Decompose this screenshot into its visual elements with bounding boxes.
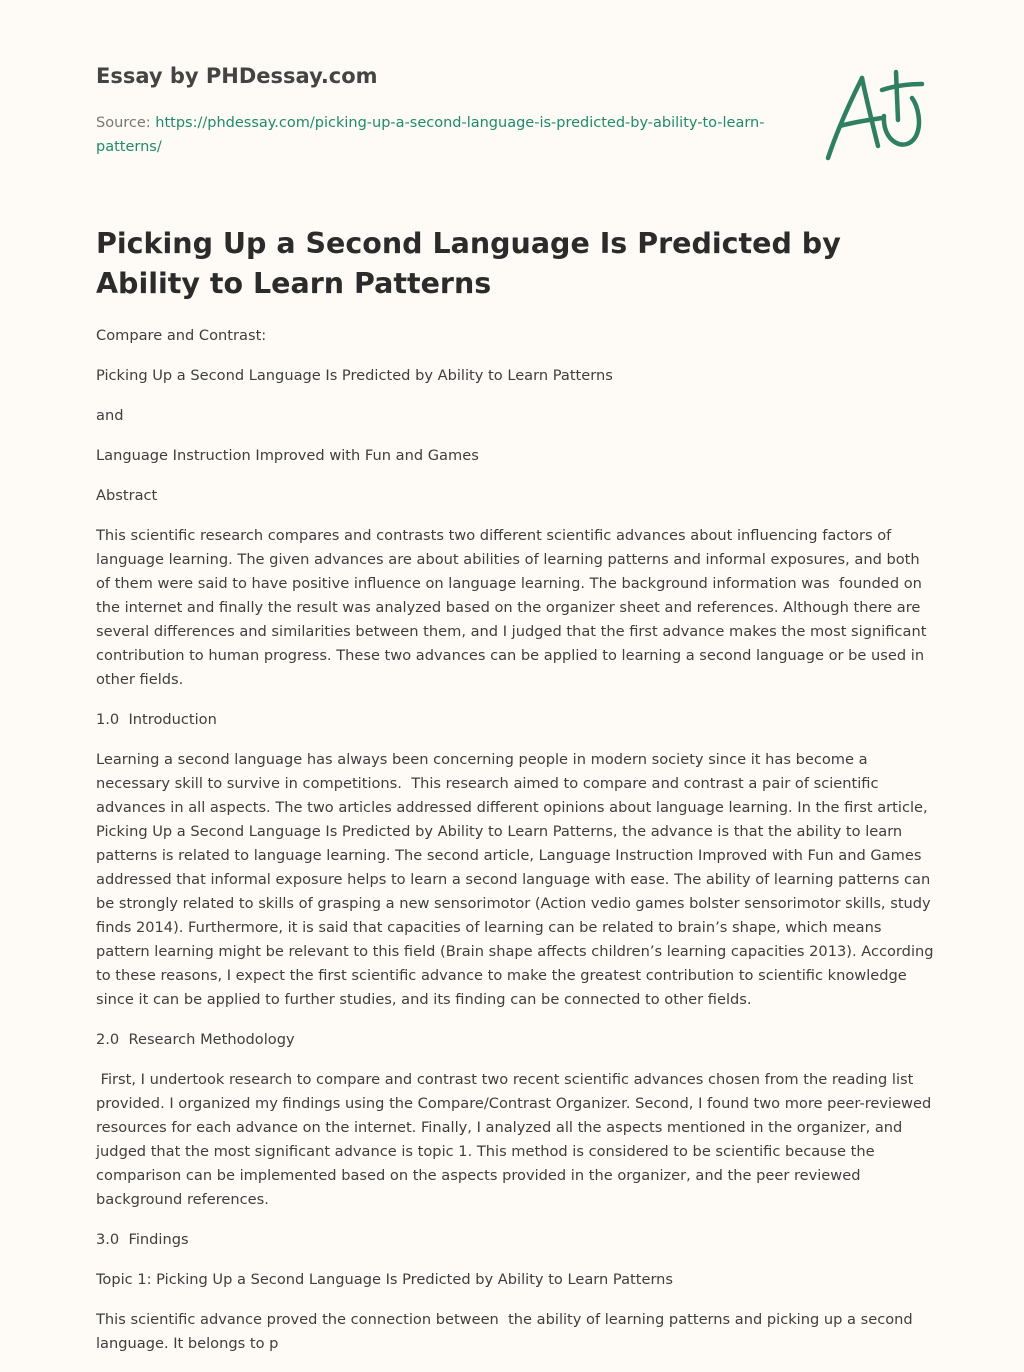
paragraph-findings-topic-1: Topic 1: Picking Up a Second Language Is Predicted by Ability to Learn Patterns: [96, 1271, 674, 1288]
paragraph-topic-2-title: Language Instruction Improved with Fun and Games: [96, 447, 479, 464]
section-heading-introduction: 1.0 Introduction: [96, 711, 217, 728]
source-line: [96, 111, 776, 159]
paragraph-topic-1-title: Picking Up a Second Language Is Predicted by Ability to Learn Patterns: [96, 367, 613, 384]
section-heading-abstract: Abstract: [96, 487, 158, 504]
article-body: [96, 324, 939, 1372]
paragraph-introduction: Learning a second language has always been concerning people in modern society since it has become a necessary skill to survive in competitions. This research aimed to compare and contrast a pair of scientific advances in all aspects. The two articles addressed different opinions about language learning. In the first article, Picking Up a Second Language Is Predicted by Ability to Learn Patterns, the advance is that the ability to learn patterns is related to language learning. The second article, Language Instruction Improved with Fun and Games addressed that informal exposure helps to learn a second language with ease. The ability of learning patterns can be strongly related to skills of grasping a new sensorimotor (Action vedio games bolster sensorimotor skills, study finds 2014). Furthermore, it is said that capacities of learning can be related to brain’s shape, which means pattern learning might be relevant to this field (Brain shape affects children’s learning capacities 2013). According to these reasons, I expect the first scientific advance to make the greatest contribution to scientific knowledge since it can be applied to further studies, and its finding can be connected to other fields.: [96, 751, 939, 1008]
source-label: Source:: [96, 115, 156, 131]
source-link[interactable]: https://phdessay.com/picking-up-a-second-language-is-predicted-by-ability-to-learn-patterns/: [96, 115, 765, 155]
paragraph-findings-text: This scientific advance proved the connection between the ability of learning patterns and picking up a second language. It belongs to p: [96, 1311, 918, 1352]
article-title: Picking Up a Second Language Is Predicted by Ability to Learn Patterns: [96, 227, 841, 300]
paragraph-compare-heading: Compare and Contrast:: [96, 327, 267, 344]
section-heading-findings: 3.0 Findings: [96, 1231, 189, 1248]
site-name: Essay by PHDessay.com: [96, 64, 378, 88]
section-heading-methodology: 2.0 Research Methodology: [96, 1031, 295, 1048]
paragraph-abstract: This scientific research compares and contrasts two different scientific advances about influencing factors of language learning. The given advances are about abilities of learning patterns and informal exposures, and both of them were said to have positive influence on language learning. The background information was founded on the internet and finally the result was analyzed based on the organizer sheet and references. Although there are several differences and similarities between them, and I judged that the first advance makes the most significant contribution to human progress. These two advances can be applied to learning a second language or be used in other fields.: [96, 527, 932, 688]
paragraph-methodology: First, I undertook research to compare and contrast two recent scientific advances chosen from the reading list provided. I organized my findings using the Compare/Contrast Organizer. Second, I found two more peer-reviewed resources for each advance on the internet. Finally, I analyzed all the aspects mentioned in the organizer, and judged that the most significant advance is topic 1. This method is considered to be scientific because the comparison can be implemented based on the aspects provided in the organizer, and the peer reviewed background references.: [96, 1071, 936, 1208]
paragraph-and: and: [96, 407, 124, 424]
a-plus-logo-icon: [818, 66, 930, 166]
